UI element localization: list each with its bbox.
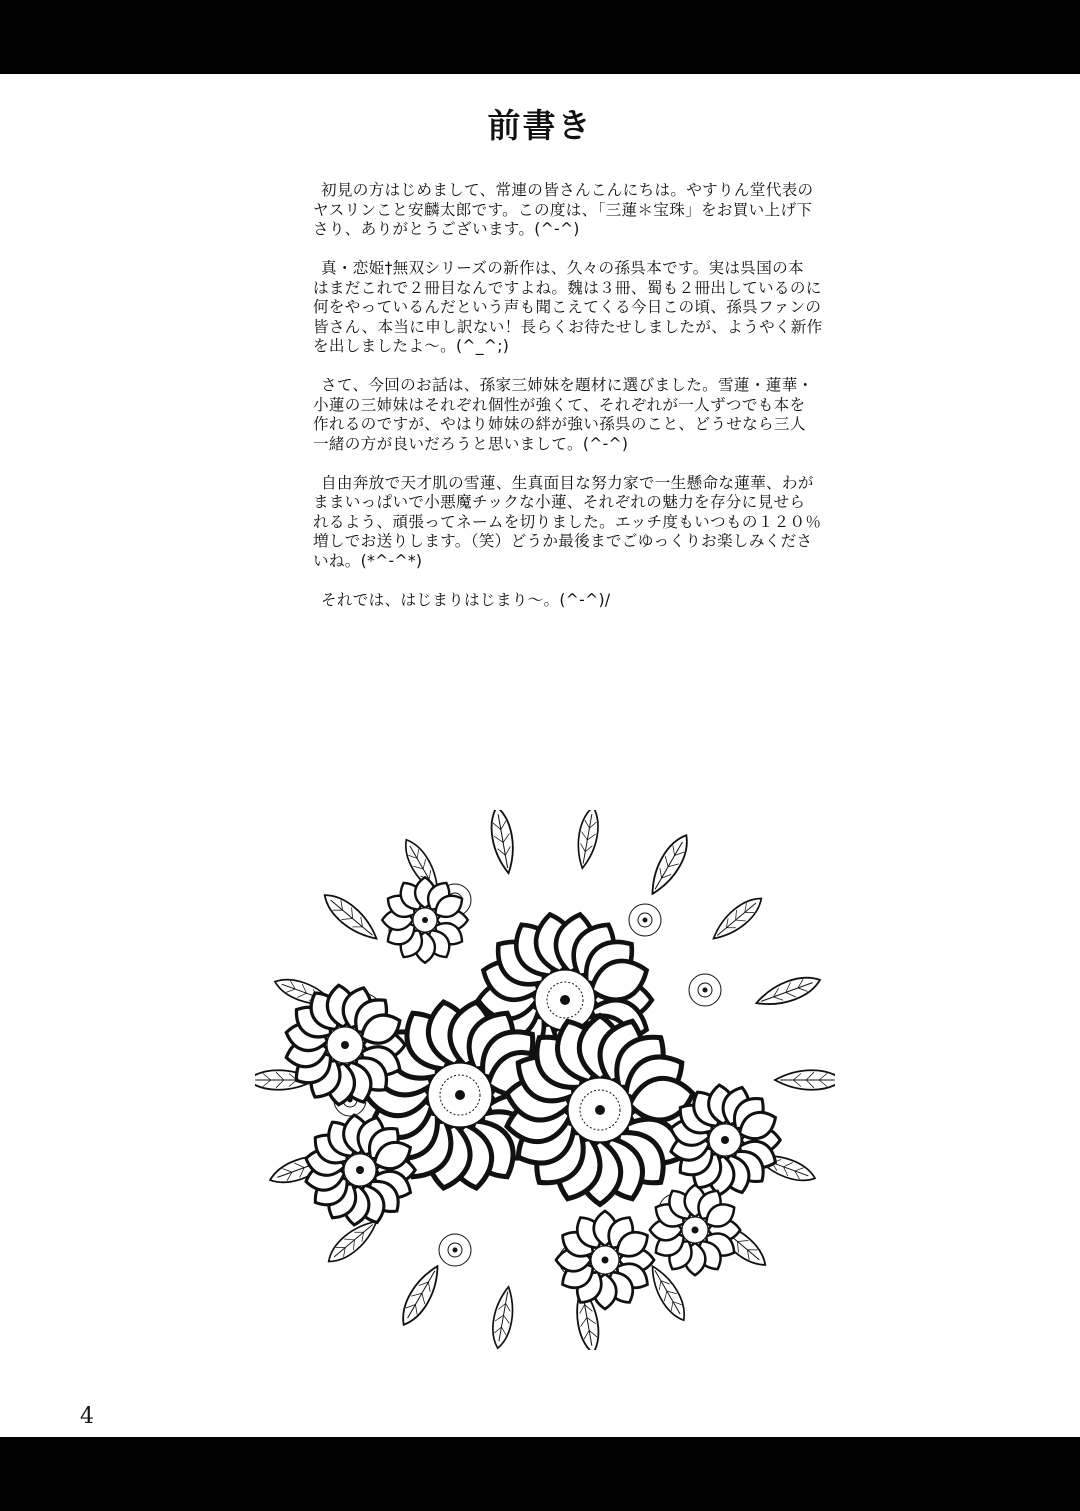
paragraph	[313, 181, 843, 240]
bottom-black-bar	[0, 1437, 1080, 1511]
text-line: れるよう、頑張ってネームを切りました。エッチ度もいつもの１２０％	[313, 512, 822, 531]
text-line: 何をやっているんだという声も聞こえてくる今日この頃、孫呉ファンの	[313, 298, 822, 316]
text-line: 初見の方はじめまして、常連の皆さんこんにちは。やすりん堂代表の	[321, 181, 814, 199]
text-line: 真・恋姫†無双シリーズの新作は、久々の孫呉本です。実は呉国の本	[321, 259, 804, 277]
page-number: 4	[80, 1404, 94, 1429]
text-line: はまだこれで２冊目なんですよね。魏は３冊、蜀も２冊出しているのに	[313, 278, 822, 297]
text-line: 増しでお送りします。（笑）どうか最後までごゆっくりお楽しみくださ	[313, 532, 813, 550]
paragraph	[313, 259, 843, 357]
text-line: 皆さん、本当に申し訳ない！長らくお待たせしましたが、ようやく新作	[313, 317, 823, 336]
text-line: 自由奔放で天才肌の雪蓮、生真面目な努力家で一生懸命な蓮華、わが	[321, 473, 814, 492]
flower-bouquet-icon	[255, 810, 835, 1350]
paragraph	[313, 474, 843, 572]
text-line: いね。(*^-^*)	[313, 551, 423, 570]
text-line: を出しましたよ～。(^_^;)	[313, 337, 510, 355]
text-line: 作れるのですが、やはり姉妹の絆が強い孫呉のこと、どうせなら三人	[313, 415, 806, 433]
text-line: それでは、はじまりはじまり～。(^-^)/	[321, 590, 611, 609]
paragraph	[313, 376, 843, 454]
top-black-bar	[0, 0, 1080, 74]
text-line: 小蓮の三姉妹はそれぞれ個性が強くて、それぞれが一人ずつでも本を	[313, 395, 806, 414]
paragraph	[313, 591, 843, 611]
preface-text	[313, 181, 843, 630]
text-line: ままいっぱいで小悪魔チックな小蓮、それぞれの魅力を存分に見せら	[313, 493, 806, 511]
text-line: さり、ありがとうございます。(^-^)	[313, 220, 580, 238]
page-title: 前書き	[487, 106, 593, 145]
text-line: 一緒の方が良いだろうと思いまして。(^-^)	[313, 434, 629, 453]
text-line: ヤスリンこと安麟太郎です。この度は、「三蓮＊宝珠」をお買い上げ下	[313, 200, 813, 219]
text-line: さて、今回のお話は、孫家三姉妹を題材に選びました。雪蓮・蓮華・	[321, 376, 814, 394]
